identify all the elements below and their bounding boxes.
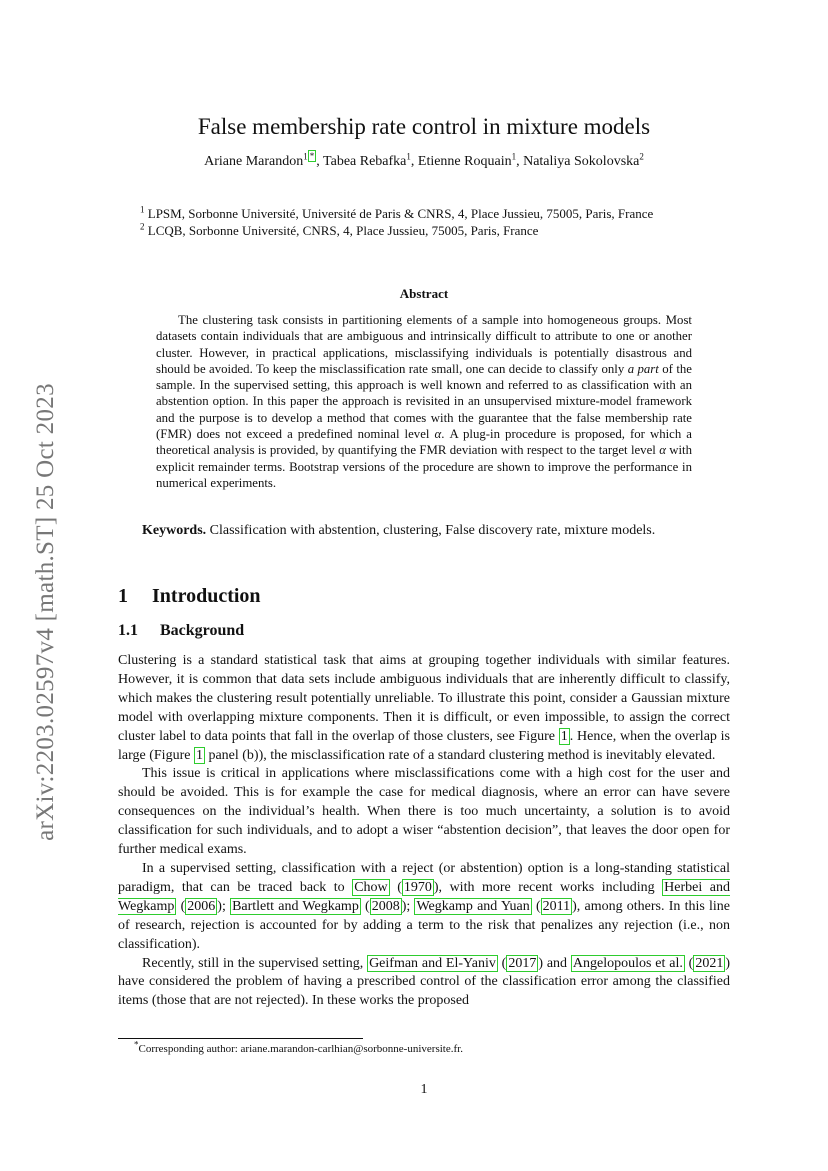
abstract-body: The clustering task consists in partitioning elements of a sample into homogeneous groups. Most datasets contain individuals that are ambiguous and intrinsically difficult to attribute to one or another cluster. However, in practical applications, misclassifying individuals is potentially disastrous and should be avoided. To keep the misclassification rate small, one can decide to classify only a part of the sample. In the supervised setting, this approach is well known and referred to as classification with an abstention option. In this paper the approach is revisited in an unsupervised mixture-model framework and the purpose is to develop a method that comes with the guarantee that the false membership rate (FMR) does not exceed a predefined nominal level α. A plug-in procedure is proposed, for which a theoretical analysis is provided, by quantifying the FMR deviation with respect to the target level α with explicit remainder terms. Bootstrap versions of the procedure are shown to improve the performance in numerical experiments. — [156, 313, 693, 490]
citation-year-link[interactable]: 2017 — [508, 955, 537, 971]
section-heading: 1 Introduction — [118, 585, 261, 607]
figure-link[interactable]: 1 — [560, 728, 568, 744]
keywords: Keywords. Classification with abstention, clustering, False discovery rate, mixture models. — [142, 523, 656, 538]
author-name: Etienne Roquain — [417, 154, 512, 169]
citation-link[interactable]: Chow — [354, 879, 388, 895]
author-name: Nataliya Sokolovska — [523, 154, 640, 169]
author-affil-mark: 2 — [639, 151, 644, 162]
citation-year-link[interactable]: 1970 — [403, 879, 432, 895]
paragraph: Recently, still in the supervised setting, Geifman and El-Yaniv ( 2017 ) and Angelopoulos et al. ( 2021 ) have considered the problem of having a prescribed control of the classification error among the classified items (those that are not rejected). In these works the proposed — [118, 955, 731, 1009]
body-text — [118, 652, 730, 1011]
citation-year-link[interactable]: 2011 — [542, 898, 571, 914]
abstract-heading: Abstract — [399, 286, 449, 301]
affiliation: $^1$ LPSM, Sorbonne Université, Université de Paris & CNRS, 4, Place Jussieu, 75005, Paris, France — [140, 204, 654, 221]
arxiv-identifier: arXiv:2203.02597v4 [math.ST] 25 Oct 2023 — [32, 383, 59, 841]
citation-year-link[interactable]: 2006 — [187, 898, 216, 914]
author-list: Ariane Marandon$^{1 *}$ , Tabea Rebafka$^1$, Etienne Roquain$^1$, Nataliya Sokolovska$^2$ — [204, 151, 644, 169]
citation-year-link[interactable]: 2008 — [371, 898, 400, 914]
citation-link[interactable]: Geifman and El-Yaniv — [369, 955, 496, 971]
author-affil-mark: 1 — [406, 151, 411, 162]
paragraph: Clustering is a standard statistical task that aims at grouping together individuals with similar features. However, it is common that data sets include ambiguous individuals that are inherently difficult to classify, which makes the clustering result potentially unreliable. To illustrate this point, consider a Gaussian mixture model with overlapping mixture components. Then it is difficult, or even impossible, to assign the correct cluster label to data points that fall in the overlap of those clusters, see Figure 1 . Hence, when the overlap is large (Figure 1 panel (b)), the misclassification rate of a standard clustering method is inevitably elevated. — [118, 653, 730, 763]
footnote: *Corresponding author: ariane.marandon-carlhian@sorbonne-universite.fr. — [134, 1039, 463, 1055]
footnote-link[interactable]: * — [309, 151, 315, 162]
paragraph: This issue is critical in applications where misclassifications come with a high cost for the user and should be avoided. This is for example the case for medical diagnosis, where an error can have severe consequences on the individual’s health. When there is too much uncertainty, a solution is to avoid classification for such individuals, and to adopt a wiser “abstention decision”, that leaves the door open for further medical exams. — [118, 766, 730, 858]
author-name: Tabea Rebafka — [323, 154, 407, 169]
author-affil-mark: 1 * — [303, 151, 315, 162]
citation-link[interactable]: Angelopoulos et al. — [572, 955, 683, 971]
citation-link[interactable]: Wegkamp and Yuan — [416, 898, 530, 914]
page-number: 1 — [420, 1082, 428, 1097]
citation-link[interactable]: Bartlett and Wegkamp — [232, 898, 359, 914]
author-name: Ariane Marandon — [204, 154, 304, 169]
arxiv-side-stamp — [24, 352, 68, 872]
footnote-rule — [118, 1038, 363, 1039]
paper-title: False membership rate control in mixture models — [197, 114, 651, 139]
citation-year-link[interactable]: 2021 — [695, 955, 724, 971]
figure-link[interactable]: 1 — [195, 747, 203, 763]
paragraph: In a supervised setting, classification with a reject (or abstention) option is a long-standing statistical paradigm, that can be traced back to Chow ( 1970 ), with more recent works including Herbei and Wegkamp ( 2006 ); Bartlett and Wegkamp ( 2008 ); Wegkamp and Yuan ( 2011 ), among others. In this line of research, rejection is accounted for by adding a term to the risk that penalizes any rejection (i.e., non classification). — [118, 860, 731, 952]
citation-link[interactable]: Herbei and Wegkamp — [118, 879, 731, 914]
keywords-label: Keywords. — [142, 523, 207, 538]
author-affil-mark: 1 — [511, 151, 517, 162]
subsection-heading: 1.1 Background — [118, 622, 245, 639]
affiliation: $^2$ LCQB, Sorbonne Université, CNRS, 4, Place Jussieu, 75005, Paris, France — [140, 221, 539, 238]
